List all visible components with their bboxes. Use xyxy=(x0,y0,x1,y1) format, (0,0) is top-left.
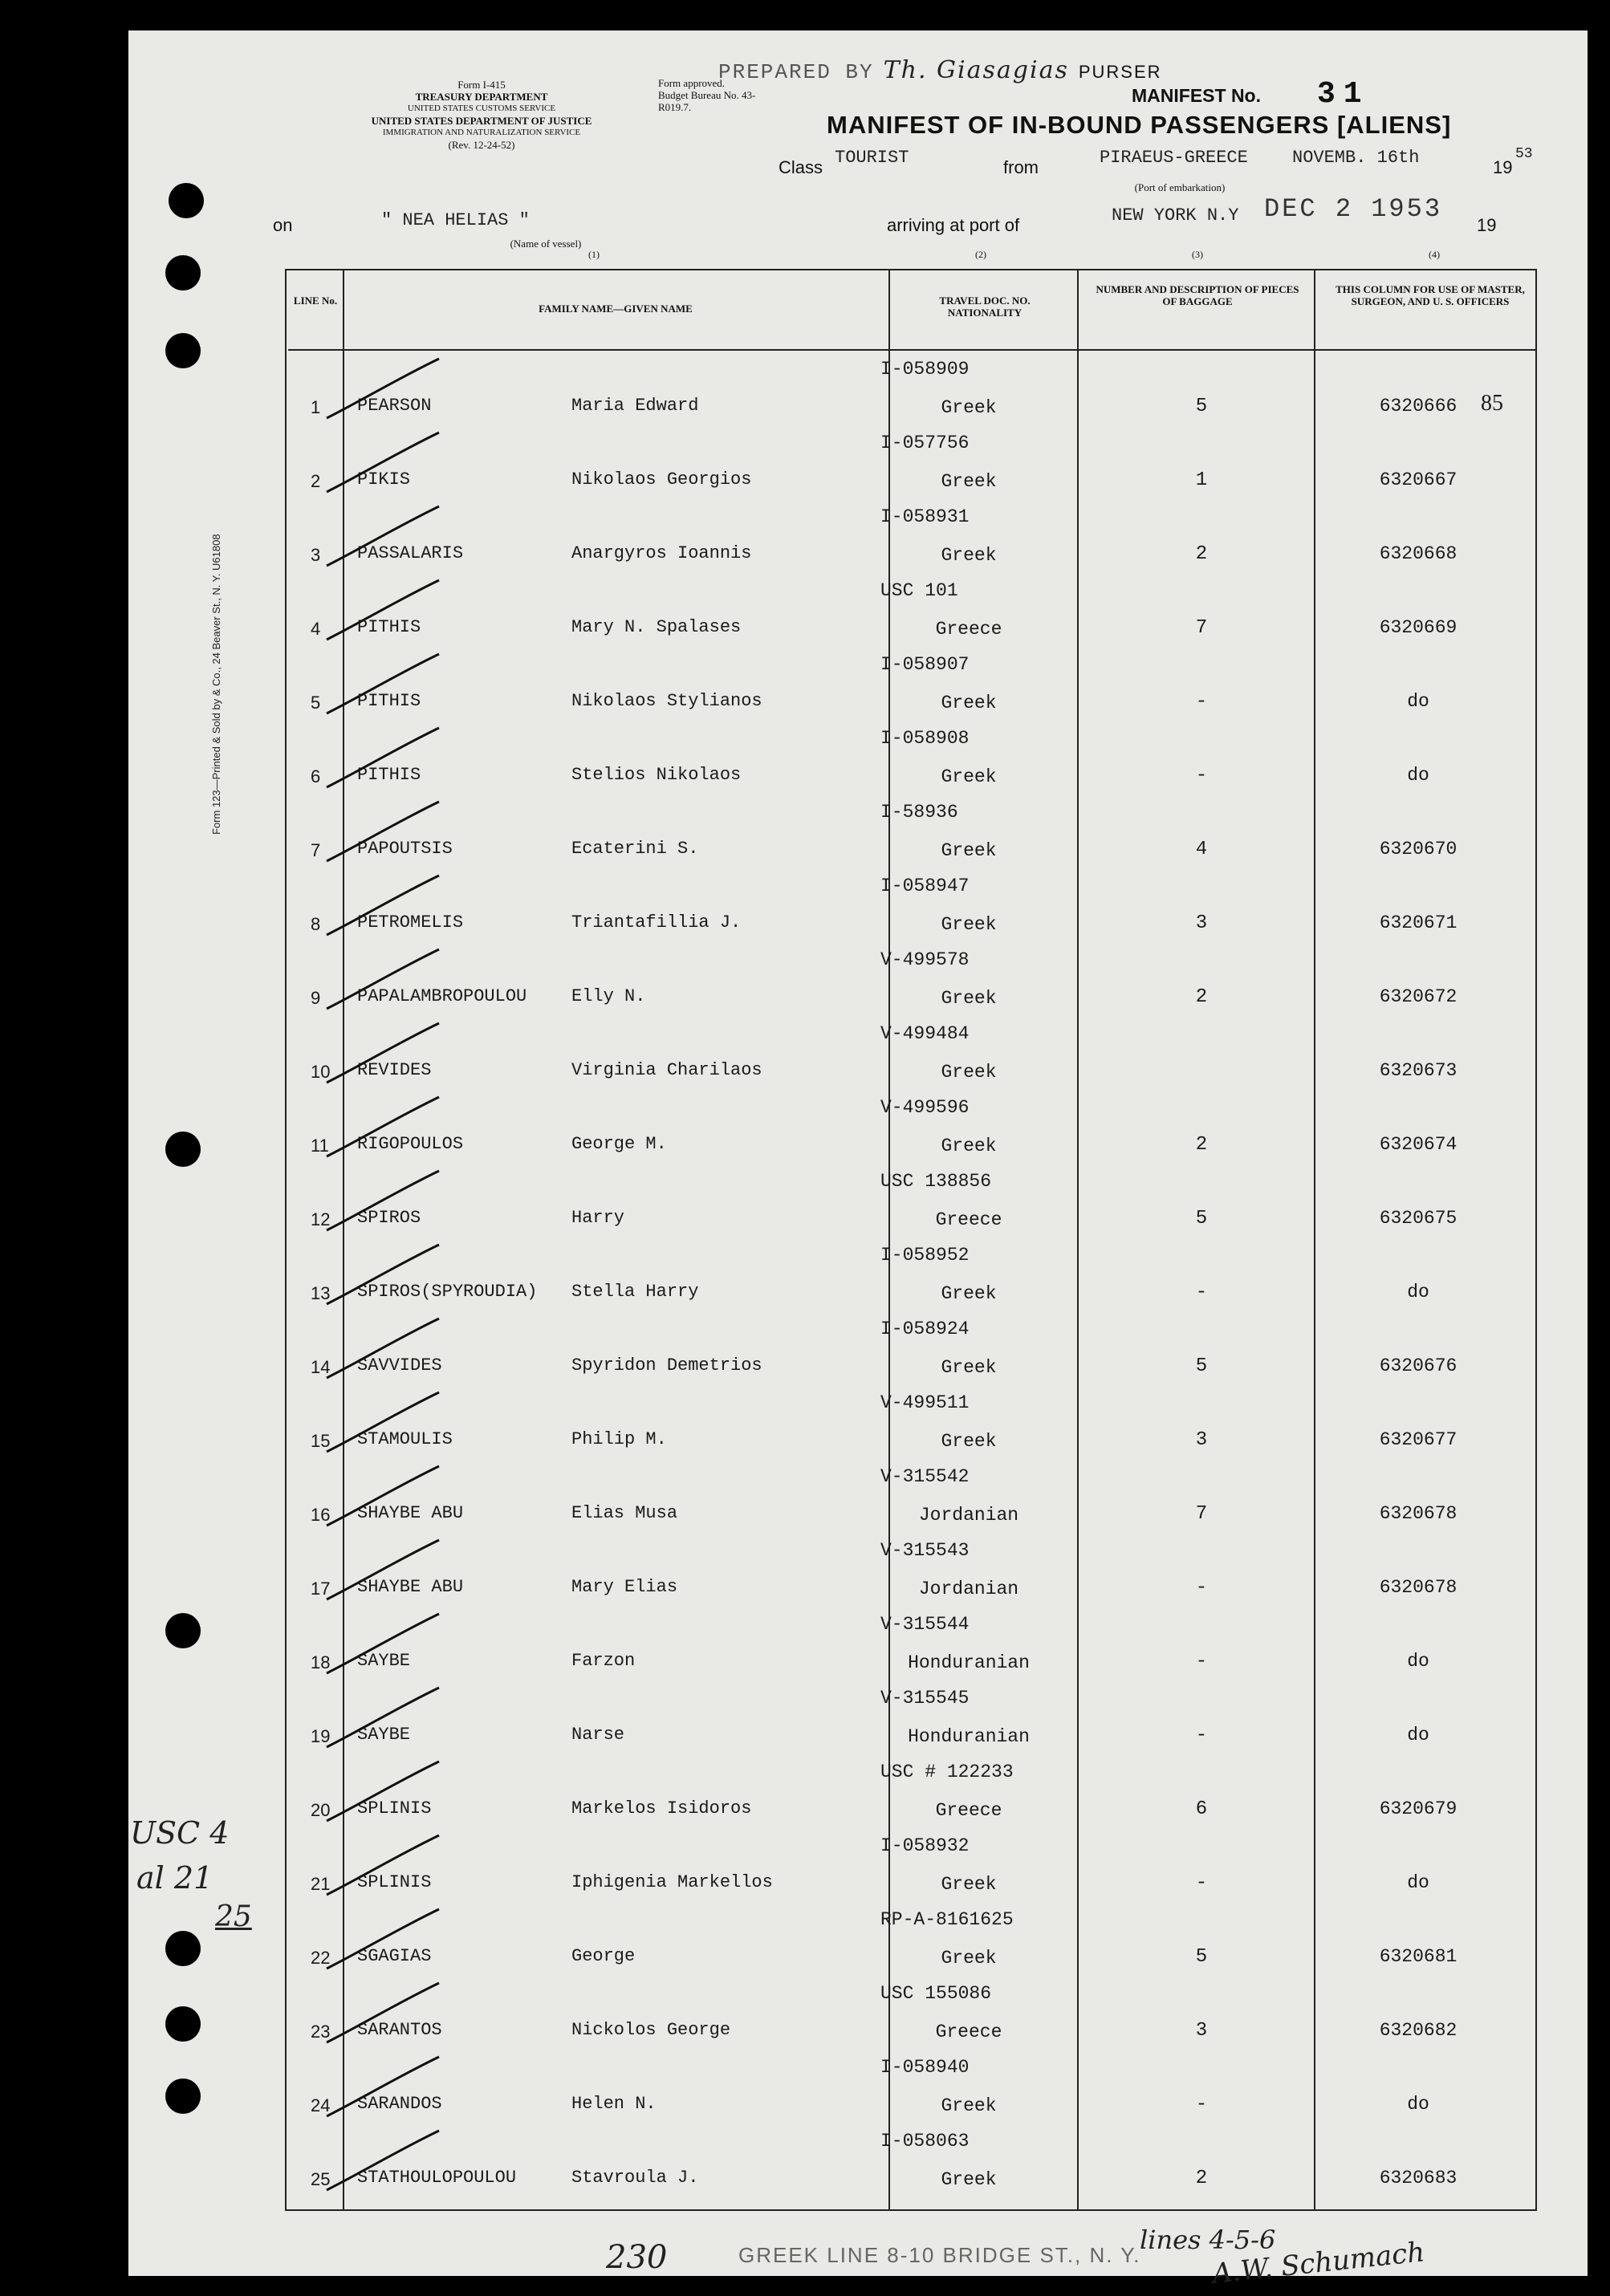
prepared-by: PREPARED BY Th. Giasagias PURSER xyxy=(718,56,1162,84)
check-mark xyxy=(295,428,455,497)
given-name: Anargyros Ioannis xyxy=(571,543,752,563)
nationality: Greece xyxy=(935,1209,1002,1230)
nationality: Greek xyxy=(941,1431,997,1452)
baggage-count: - xyxy=(1195,1282,1208,1303)
check-mark xyxy=(295,649,455,718)
travel-doc-number: V-315545 xyxy=(880,1688,970,1709)
family-name: SPLINIS xyxy=(357,1798,432,1819)
travel-doc-number: V-315542 xyxy=(880,1466,970,1487)
family-name: PAPALAMBROPOULOU xyxy=(357,986,527,1006)
class-label: Class xyxy=(779,157,823,177)
officer-number: 6320666 xyxy=(1379,396,1458,417)
form-number: Form I-415 TREASURY DEPARTMENT UNITED STATES CUSTOMS SERVICE UNITED STATES DEPARTMENT OF JUSTICE IMMIGRATION AND NATURALIZATION SERVICE (Rev. 12-24-52) xyxy=(371,79,592,151)
table-row xyxy=(287,721,1535,795)
check-mark xyxy=(295,1904,455,1973)
officer-number: 6320678 xyxy=(1379,1577,1458,1598)
officer-number: 6320682 xyxy=(1379,2020,1458,2041)
given-name: Nikolaos Stylianos xyxy=(571,691,762,711)
officer-number: 6320677 xyxy=(1379,1429,1458,1450)
table-row xyxy=(287,1681,1535,1755)
line-number: 21 xyxy=(311,1874,331,1894)
officer-number: 6320671 xyxy=(1379,912,1458,933)
table-row xyxy=(287,1386,1535,1460)
vessel-caption: (Name of vessel) xyxy=(510,238,582,250)
baggage-count: 5 xyxy=(1195,396,1208,417)
check-mark xyxy=(295,1240,455,1309)
nationality: Greek xyxy=(941,545,997,566)
line-number: 18 xyxy=(311,1652,331,1672)
travel-doc-number: V-499484 xyxy=(880,1023,970,1044)
nationality: Greek xyxy=(941,1948,997,1969)
baggage-count: - xyxy=(1195,1577,1208,1599)
given-name: Stavroula J. xyxy=(571,2168,699,2188)
family-name: STAMOULIS xyxy=(357,1429,453,1449)
travel-doc-number: RP-A-8161625 xyxy=(880,1909,1014,1930)
table-row xyxy=(287,1903,1535,1977)
table-row xyxy=(287,1460,1535,1534)
travel-doc-number: V-315543 xyxy=(880,1540,970,1561)
officer-number: do xyxy=(1407,1651,1429,1672)
family-name: PITHIS xyxy=(357,691,421,711)
baggage-count: 2 xyxy=(1195,543,1208,565)
header-line-no: LINE No. xyxy=(293,295,338,307)
line-number: 17 xyxy=(311,1579,331,1599)
officer-number: do xyxy=(1407,765,1429,786)
given-name: Triantafillia J. xyxy=(571,912,742,933)
table-row xyxy=(287,943,1535,1017)
check-mark xyxy=(295,1757,455,1826)
given-name: Markelos Isidoros xyxy=(571,1798,752,1819)
given-name: Nikolaos Georgios xyxy=(571,469,752,490)
travel-doc-number: USC 101 xyxy=(880,580,958,601)
nationality: Honduranian xyxy=(908,1652,1030,1673)
travel-doc-number: I-058907 xyxy=(880,654,970,675)
port-embarkation-caption: (Port of embarkation) xyxy=(1134,181,1226,193)
class-value: TOURIST xyxy=(835,148,909,168)
baggage-count: - xyxy=(1195,691,1208,713)
extra-note: 85 xyxy=(1481,391,1503,416)
bottom-note: lines 4-5-6 xyxy=(1140,2225,1276,2255)
check-mark xyxy=(295,2052,455,2121)
header-officers: THIS COLUMN FOR USE OF MASTER, SURGEON, AND U. S. OFFICERS xyxy=(1336,283,1525,307)
given-name: Spyridon Demetrios xyxy=(571,1355,762,1376)
baggage-count: 2 xyxy=(1195,986,1208,1008)
line-number: 20 xyxy=(311,1800,331,1820)
family-name: PAPOUTSIS xyxy=(357,839,453,859)
given-name: Stella Harry xyxy=(571,1282,699,1302)
table-row xyxy=(287,1238,1535,1312)
given-name: Harry xyxy=(571,1208,625,1228)
table-row xyxy=(287,1607,1535,1681)
punch-hole xyxy=(169,183,204,218)
nationality: Jordanian xyxy=(918,1579,1019,1599)
check-mark xyxy=(295,1461,455,1530)
punch-hole xyxy=(165,2006,201,2042)
from-value: PIRAEUS-GREECE xyxy=(1100,148,1248,168)
officer-number: 6320673 xyxy=(1379,1060,1458,1081)
line-number: 19 xyxy=(311,1726,331,1746)
given-name: Narse xyxy=(571,1725,625,1745)
baggage-count: 3 xyxy=(1195,2020,1208,2042)
check-mark xyxy=(295,1314,455,1383)
officer-number: do xyxy=(1407,1282,1429,1302)
arrival-date-stamp: DEC 2 1953 xyxy=(1264,194,1443,224)
table-row xyxy=(287,869,1535,943)
baggage-count: - xyxy=(1195,2094,1208,2115)
line-number: 24 xyxy=(311,2095,331,2115)
officer-number: 6320672 xyxy=(1379,986,1458,1007)
family-name: SAYBE xyxy=(357,1651,411,1671)
nationality: Greek xyxy=(941,1874,997,1895)
vessel-name: " NEA HELIAS " xyxy=(381,210,530,230)
officer-signature: A.W. Schumach xyxy=(1210,2236,1426,2290)
table-row xyxy=(287,795,1535,869)
travel-doc-number: I-058908 xyxy=(880,728,970,749)
travel-doc-number: I-058924 xyxy=(880,1319,970,1339)
nationality: Greek xyxy=(941,1136,997,1156)
line-number: 2 xyxy=(311,471,321,491)
printer-line: GREEK LINE 8-10 BRIDGE ST., N. Y. xyxy=(738,2243,1141,2267)
line-number: 3 xyxy=(311,545,321,565)
travel-doc-number: I-058940 xyxy=(880,2057,970,2078)
family-name: SAYBE xyxy=(357,1725,411,1745)
officer-number: 6320681 xyxy=(1379,1946,1458,1967)
nationality: Greek xyxy=(941,2095,997,2116)
arrival-year-prefix: 19 xyxy=(1477,215,1497,235)
given-name: Farzon xyxy=(571,1651,636,1671)
passenger-table xyxy=(285,269,1537,2211)
line-number: 13 xyxy=(311,1283,331,1303)
col-number-2: (2) xyxy=(975,249,986,260)
table-row xyxy=(287,1534,1535,1607)
nationality: Greek xyxy=(941,988,997,1009)
margin-note-usc: USC 4 xyxy=(130,1815,230,1851)
baggage-count: - xyxy=(1195,1872,1208,1894)
line-number: 8 xyxy=(311,914,321,934)
margin-note-al: al 21 xyxy=(136,1860,213,1896)
travel-doc-number: V-499511 xyxy=(880,1392,970,1413)
given-name: George M. xyxy=(571,1134,667,1154)
year-prefix: 19 xyxy=(1493,157,1513,177)
given-name: Philip M. xyxy=(571,1429,667,1449)
family-name: SPIROS xyxy=(357,1208,421,1228)
travel-doc-number: I-058932 xyxy=(880,1835,970,1856)
from-label: from xyxy=(1003,157,1039,177)
table-row xyxy=(287,1017,1535,1091)
table-row xyxy=(287,1091,1535,1164)
baggage-count: - xyxy=(1195,1725,1208,1746)
officer-number: do xyxy=(1407,691,1429,712)
manifest-number: MANIFEST No. 31 xyxy=(1132,77,1370,112)
baggage-count: - xyxy=(1195,1651,1208,1672)
baggage-count: 5 xyxy=(1195,1355,1208,1377)
travel-doc-number: I-058931 xyxy=(880,506,970,527)
punch-hole xyxy=(165,1132,201,1167)
family-name: STATHOULOPOULOU xyxy=(357,2168,517,2188)
family-name: SGAGIAS xyxy=(357,1946,432,1966)
line-number: 1 xyxy=(311,397,321,417)
officer-number: do xyxy=(1407,2094,1429,2115)
nationality: Greek xyxy=(941,2169,997,2190)
check-mark xyxy=(295,945,455,1014)
table-row xyxy=(287,1312,1535,1386)
nationality: Greek xyxy=(941,840,997,861)
nationality: Greece xyxy=(935,1800,1002,1821)
arriving-label: arriving at port of xyxy=(887,215,1020,235)
officer-number: 6320675 xyxy=(1379,1208,1458,1229)
table-row xyxy=(287,2050,1535,2124)
purser-signature: Th. Giasagias xyxy=(883,56,1069,84)
line-number: 12 xyxy=(311,1209,331,1229)
family-name: SHAYBE ABU xyxy=(357,1503,464,1523)
check-mark xyxy=(295,1535,455,1604)
officer-number: 6320669 xyxy=(1379,617,1458,638)
line-number: 9 xyxy=(311,988,321,1008)
line-number: 23 xyxy=(311,2022,331,2042)
officer-number: 6320670 xyxy=(1379,839,1458,859)
check-mark xyxy=(295,1388,455,1457)
on-label: on xyxy=(273,215,293,235)
line-number: 5 xyxy=(311,693,321,713)
col-number-4: (4) xyxy=(1429,249,1440,260)
officer-number: 6320674 xyxy=(1379,1134,1458,1155)
check-mark xyxy=(295,2126,455,2195)
bottom-handwriting: 230 xyxy=(606,2239,668,2276)
table-row xyxy=(287,1977,1535,2050)
line-number: 4 xyxy=(311,619,321,639)
baggage-count: 4 xyxy=(1195,839,1208,860)
table-row xyxy=(287,426,1535,500)
family-name: PEARSON xyxy=(357,396,432,416)
check-mark xyxy=(295,575,455,644)
family-name: SPLINIS xyxy=(357,1872,432,1892)
table-row xyxy=(287,500,1535,574)
table-row xyxy=(287,1755,1535,1829)
travel-doc-number: I-058909 xyxy=(880,359,970,380)
family-name: SAVVIDES xyxy=(357,1355,442,1376)
officer-number: do xyxy=(1407,1872,1429,1893)
given-name: Ecaterini S. xyxy=(571,839,699,859)
officer-number: 6320679 xyxy=(1379,1798,1458,1819)
travel-doc-number: USC 138856 xyxy=(880,1171,992,1192)
baggage-count: 5 xyxy=(1195,1208,1208,1229)
travel-doc-number: I-058063 xyxy=(880,2131,970,2152)
given-name: Iphigenia Markellos xyxy=(571,1872,773,1892)
baggage-count: 7 xyxy=(1195,617,1208,639)
family-name: SARANTOS xyxy=(357,2020,442,2040)
check-mark xyxy=(295,1831,455,1900)
arriving-port: NEW YORK N.Y xyxy=(1112,205,1239,226)
table-row xyxy=(287,648,1535,721)
given-name: Virginia Charilaos xyxy=(571,1060,762,1080)
header-name: FAMILY NAME—GIVEN NAME xyxy=(539,303,693,315)
baggage-count: 2 xyxy=(1195,2168,1208,2189)
travel-doc-number: I-057756 xyxy=(880,433,970,453)
baggage-count: 7 xyxy=(1195,1503,1208,1525)
check-mark xyxy=(295,797,455,866)
travel-doc-number: V-499578 xyxy=(880,949,970,970)
family-name: PITHIS xyxy=(357,617,421,637)
family-name: SPIROS(SPYROUDIA) xyxy=(357,1282,538,1302)
punch-hole xyxy=(165,333,201,368)
baggage-count: 2 xyxy=(1195,1134,1208,1156)
check-mark xyxy=(295,1609,455,1678)
check-mark xyxy=(295,1018,455,1087)
travel-doc-number: V-315544 xyxy=(880,1614,970,1635)
check-mark xyxy=(295,1166,455,1235)
line-number: 14 xyxy=(311,1357,331,1377)
punch-hole xyxy=(165,2079,201,2114)
travel-doc-number: I-058947 xyxy=(880,876,970,896)
baggage-count: 3 xyxy=(1195,912,1208,934)
baggage-count: 6 xyxy=(1195,1798,1208,1820)
nationality: Greek xyxy=(941,1283,997,1304)
line-number: 22 xyxy=(311,1948,331,1968)
given-name: Elias Musa xyxy=(571,1503,678,1523)
travel-doc-number: I-58936 xyxy=(880,802,958,823)
table-row xyxy=(287,574,1535,648)
family-name: REVIDES xyxy=(357,1060,432,1080)
table-row xyxy=(287,2124,1535,2198)
family-name: SHAYBE ABU xyxy=(357,1577,464,1597)
nationality: Greek xyxy=(941,766,997,787)
given-name: George xyxy=(571,1946,636,1966)
family-name: SARANDOS xyxy=(357,2094,442,2114)
table-row xyxy=(287,1164,1535,1238)
check-mark xyxy=(295,1683,455,1752)
given-name: Elly N. xyxy=(571,986,646,1006)
nationality: Greek xyxy=(941,693,997,713)
nationality: Greek xyxy=(941,471,997,492)
officer-number: 6320667 xyxy=(1379,469,1458,490)
family-name: RIGOPOULOS xyxy=(357,1134,464,1154)
margin-note-total: 25 xyxy=(215,1900,252,1933)
line-number: 7 xyxy=(311,840,321,860)
col-number-3: (3) xyxy=(1192,249,1203,260)
check-mark xyxy=(295,502,455,571)
given-name: Nickolos George xyxy=(571,2020,731,2040)
line-number: 10 xyxy=(311,1062,331,1082)
nationality: Honduranian xyxy=(908,1726,1030,1747)
nationality: Greek xyxy=(941,397,997,418)
check-mark xyxy=(295,1978,455,2047)
form-approval: Form approved. Budget Bureau No. 43-R019.7. xyxy=(658,77,756,113)
check-mark xyxy=(295,723,455,792)
col-number-1: (1) xyxy=(588,249,600,260)
check-mark xyxy=(295,1092,455,1161)
officer-number: 6320683 xyxy=(1379,2168,1458,2188)
given-name: Mary Elias xyxy=(571,1577,678,1597)
given-name: Maria Edward xyxy=(571,396,699,416)
line-number: 15 xyxy=(311,1431,331,1451)
officer-number: 6320678 xyxy=(1379,1503,1458,1524)
nationality: Greece xyxy=(935,2022,1002,2042)
baggage-count: 3 xyxy=(1195,1429,1208,1451)
line-number: 16 xyxy=(311,1505,331,1525)
family-name: PITHIS xyxy=(357,765,421,785)
baggage-count: - xyxy=(1195,765,1208,786)
baggage-count: 5 xyxy=(1195,1946,1208,1968)
travel-doc-number: I-058952 xyxy=(880,1245,970,1266)
given-name: Helen N. xyxy=(571,2094,657,2114)
nationality: Greek xyxy=(941,1062,997,1083)
nationality: Greek xyxy=(941,1357,997,1378)
travel-doc-number: USC # 122233 xyxy=(880,1762,1014,1782)
line-number: 11 xyxy=(311,1136,329,1156)
punch-hole xyxy=(165,1931,201,1966)
officer-number: 6320668 xyxy=(1379,543,1458,564)
table-row xyxy=(287,1829,1535,1903)
header-baggage: NUMBER AND DESCRIPTION OF PIECES OF BAGGAGE xyxy=(1096,283,1299,307)
header-travel-doc: TRAVEL DOC. NO. NATIONALITY xyxy=(939,295,1031,319)
family-name: PIKIS xyxy=(357,469,411,490)
nationality: Greece xyxy=(935,619,1002,640)
check-mark xyxy=(295,354,455,423)
date-value: NOVEMB. 16th xyxy=(1292,148,1420,168)
nationality: Greek xyxy=(941,914,997,935)
line-number: 6 xyxy=(311,766,321,786)
table-row xyxy=(287,352,1535,426)
family-name: PASSALARIS xyxy=(357,543,464,563)
travel-doc-number: USC 155086 xyxy=(880,1983,992,2004)
officer-number: 6320676 xyxy=(1379,1355,1458,1376)
document-title: MANIFEST OF IN-BOUND PASSENGERS [ALIENS] xyxy=(827,111,1452,139)
nationality: Jordanian xyxy=(918,1505,1019,1526)
baggage-count: 1 xyxy=(1195,469,1208,491)
year-suffix: 53 xyxy=(1515,146,1533,162)
punch-hole xyxy=(165,255,201,291)
punch-hole xyxy=(165,1613,201,1648)
given-name: Mary N. Spalases xyxy=(571,617,742,637)
line-number: 25 xyxy=(311,2169,331,2189)
check-mark xyxy=(295,871,455,940)
officer-number: do xyxy=(1407,1725,1429,1745)
printer-side-text: Form 123—Printed & Sold by & Co., 24 Beaver St., N. Y. U61808 xyxy=(210,534,222,835)
given-name: Stelios Nikolaos xyxy=(571,765,742,785)
travel-doc-number: V-499596 xyxy=(880,1097,970,1118)
family-name: PETROMELIS xyxy=(357,912,464,933)
